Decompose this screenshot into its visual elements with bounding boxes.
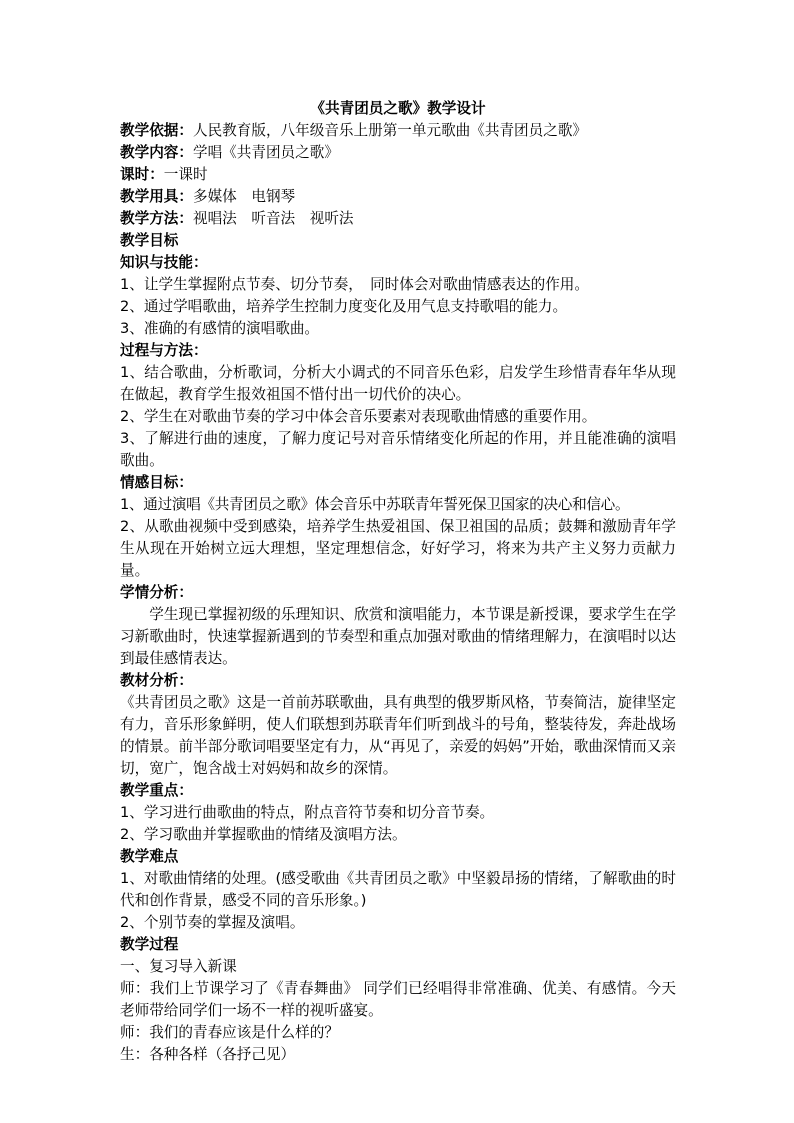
tools-line — [120, 186, 676, 208]
procedure-line: 师：我们上节课学习了《青春舞曲》 同学们已经唱得非常准确、优美、有感情。今天老师带给同学们一场不一样的视听盛宴。 — [120, 980, 676, 1019]
period-line — [120, 164, 676, 186]
knowledge-heading: 知识与技能： — [120, 254, 208, 271]
knowledge-item: 2、通过学唱歌曲，培养学生控制力度变化及用气息支持歌唱的能力。 — [120, 298, 568, 315]
process-item: 1、结合歌曲，分析歌词，分析大小调式的不同音乐色彩，启发学生珍惜青春年华从现在做起，教育学生报效祖国不惜付出一切代价的决心。 — [120, 364, 676, 403]
tools-label: 教学用具： — [120, 188, 193, 205]
emotion-item: 1、通过演唱《共青团员之歌》体会音乐中苏联青年誓死保卫国家的决心和信心。 — [120, 496, 630, 513]
methods-text: 视唱法 听音法 视听法 — [192, 210, 354, 227]
process-item: 3、了解进行曲的速度，了解力度记号对音乐情绪变化所起的作用，并且能准确的演唱歌曲。 — [120, 430, 676, 469]
methods-label: 教学方法： — [120, 210, 193, 227]
period-text: 一课时 — [163, 166, 208, 183]
basis-text: 人民教育版，八年级音乐上册第一单元歌曲《共青团员之歌》 — [192, 122, 588, 139]
key-points-heading: 教学重点： — [120, 782, 193, 799]
student-analysis-text: 学生现已掌握初级的乐理知识、欣赏和演唱能力，本节课是新授课，要求学生在学习新歌曲时，快速掌握新遇到的节奏型和重点加强对歌曲的情绪理解力，在演唱时以达到最佳感情表达。 — [120, 606, 676, 667]
student-analysis-heading: 学情分析： — [120, 584, 193, 601]
goals-heading: 教学目标 — [120, 232, 179, 249]
key-point-item: 1、学习进行曲歌曲的特点，附点音符节奏和切分音节奏。 — [120, 804, 495, 821]
procedure-line: 一、复习导入新课 — [120, 958, 237, 975]
key-point-item: 2、学习歌曲并掌握歌曲的情绪及演唱方法。 — [120, 826, 407, 843]
emotion-heading: 情感目标： — [120, 474, 193, 491]
basis-line — [120, 120, 676, 142]
difficulties-heading: 教学难点 — [120, 848, 179, 865]
basis-label: 教学依据： — [120, 122, 193, 139]
methods-line — [120, 208, 676, 230]
material-analysis-text: 《共青团员之歌》这是一首前苏联歌曲，具有典型的俄罗斯风格，节奏简洁，旋律坚定有力，音乐形象鲜明，使人们联想到苏联青年们听到战斗的号角，整装待发，奔赴战场的情景。前半部分歌词唱要坚定有力，从“再见了，亲爱的妈妈”开始，歌曲深情而又亲切，宽广，饱含战士对妈妈和故乡的深情。 — [120, 694, 676, 777]
procedure-line: 师：我们的青春应该是什么样的？ — [120, 1024, 339, 1041]
content-text: 学唱《共青团员之歌》 — [192, 144, 339, 161]
process-item: 2、学生在对歌曲节奏的学习中体会音乐要素对表现歌曲情感的重要作用。 — [120, 408, 597, 425]
difficulty-item: 1、对歌曲情绪的处理。(感受歌曲《共青团员之歌》中坚毅昂扬的情绪，了解歌曲的时代和创作背景，感受不同的音乐形象。) — [120, 870, 676, 909]
knowledge-item: 1、让学生掌握附点节奏、切分节奏， 同时体会对歌曲情感表达的作用。 — [120, 276, 589, 293]
content-label: 教学内容： — [120, 144, 193, 161]
procedure-line: 生：各种各样（各抒己见） — [120, 1046, 296, 1063]
difficulty-item: 2、个别节奏的掌握及演唱。 — [120, 914, 305, 931]
knowledge-item: 3、准确的有感情的演唱歌曲。 — [120, 320, 320, 337]
material-analysis-heading: 教材分析： — [120, 672, 193, 689]
content-line — [120, 142, 676, 164]
document-title: 《共青团员之歌》教学设计 — [310, 100, 486, 117]
process-heading: 过程与方法： — [120, 342, 208, 359]
emotion-item: 2、从歌曲视频中受到感染，培养学生热爱祖国、保卫祖国的品质；鼓舞和激励青年学生从现在开始树立远大理想，坚定理想信念，好好学习，将来为共产主义努力贡献力量。 — [120, 518, 676, 579]
period-label: 课时： — [120, 166, 164, 183]
tools-text: 多媒体 电钢琴 — [192, 188, 296, 205]
procedure-heading: 教学过程 — [120, 936, 179, 953]
